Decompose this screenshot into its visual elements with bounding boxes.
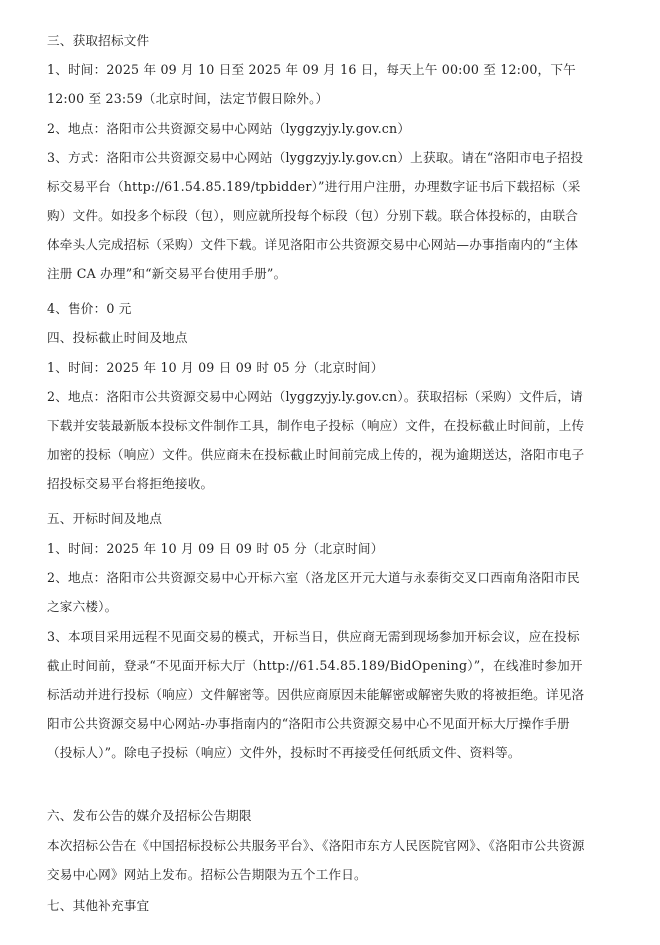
section-heading-publication: 六、发布公告的媒介及招标公告期限 (47, 808, 252, 823)
opening-time-paragraph: 1、时间：2025 年 10 月 09 日 09 时 05 分（北京时间） (47, 541, 384, 556)
section-heading-bid-opening: 五、开标时间及地点 (47, 511, 163, 526)
publication-paragraph: 本次招标公告在《中国招标投标公共服务平台》、《洛阳市东方人民医院官网》、《洛阳市公共资源交易中心网》网站上发布。招标公告期限为五个工作日。 (47, 838, 585, 882)
price-paragraph: 4、售价：0 元 (47, 301, 132, 316)
obtain-location-paragraph: 2、地点：洛阳市公共资源交易中心网站（lyggzyjy.ly.gov.cn） (47, 121, 411, 136)
obtain-time-paragraph: 1、时间：2025 年 09 月 10 日至 2025 年 09 月 16 日，每天上午 00:00 至 12:00，下午 12:00 至 23:59（北京时间，法定节假日除外。） (47, 62, 576, 106)
section-heading-other-matters: 七、其他补充事宜 (47, 898, 150, 913)
section-heading-obtain-documents: 三、获取招标文件 (47, 33, 150, 48)
obtain-method-paragraph: 3、方式：洛阳市公共资源交易中心网站（lyggzyjy.ly.gov.cn）上获取。请在“洛阳市电子招投标交易平台（http://61.54.85.189/tpbidder）”进行用户注册，办理数字证书后下载招标（采购）文件。如投多个标段（包），则应就所投每个标段（包）分别下载。联合体投标的，由联合体牵头人完成招标（采购）文件下载。详见洛阳市公共资源交易中心网站—办事指南内的“主体注册 CA 办理”和“新交易平台使用手册”。 (47, 150, 584, 281)
remote-opening-paragraph: 3、本项目采用远程不见面交易的模式，开标当日，供应商无需到现场参加开标会议，应在投标截止时间前，登录“不见面开标大厅（http://61.54.85.189/BidOpening）”，在线准时参加开标活动并进行投标（响应）文件解密等。因供应商原因未能解密或解密失败的将被拒绝。详见洛阳市公共资源交易中心网站-办事指南内的“洛阳市公共资源交易中心不见面开标大厅操作手册（投标人）”。除电子投标（响应）文件外，投标时不再接受任何纸质文件、资料等。 (47, 629, 585, 760)
opening-location-paragraph: 2、地点：洛阳市公共资源交易中心开标六室（洛龙区开元大道与永泰街交叉口西南角洛阳市民之家六楼）。 (47, 570, 580, 614)
deadline-location-paragraph: 2、地点：洛阳市公共资源交易中心网站（lyggzyjy.ly.gov.cn）。获取招标（采购）文件后，请下载并安装最新版本投标文件制作工具，制作电子投标（响应）文件，在投标截止时间前，上传加密的投标（响应）文件。供应商未在投标截止时间前完成上传的，视为逾期送达，洛阳市电子招投标交易平台将拒绝接收。 (47, 389, 585, 491)
deadline-time-paragraph: 1、时间：2025 年 10 月 09 日 09 时 05 分（北京时间） (47, 360, 384, 375)
section-heading-bid-deadline: 四、投标截止时间及地点 (47, 330, 188, 345)
